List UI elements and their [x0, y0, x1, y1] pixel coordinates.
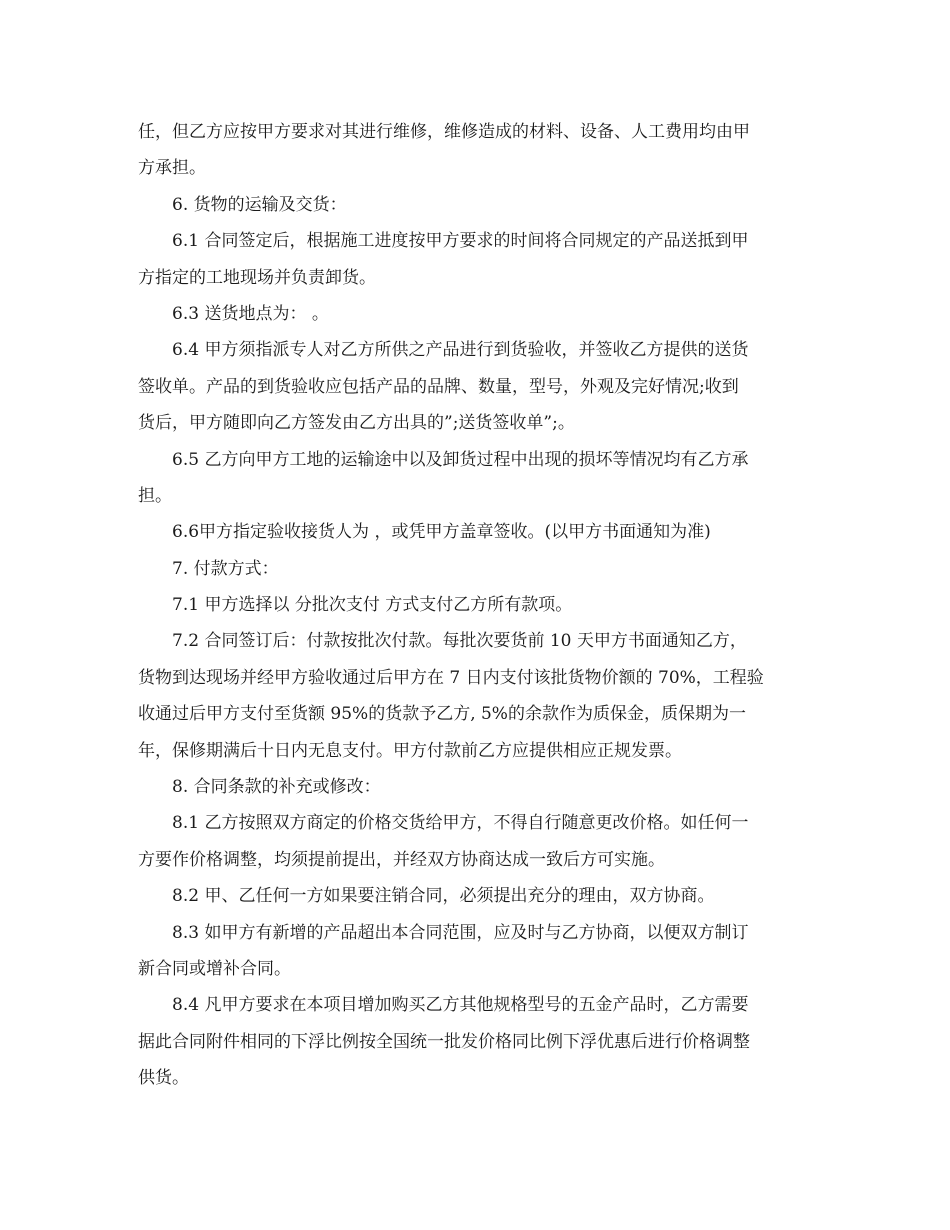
text-line: 担。	[138, 485, 172, 506]
clause-line: 6.1 合同签定后，根据施工进度按甲方要求的时间将合同规定的产品送抵到甲	[172, 231, 749, 252]
text-line: 任，但乙方应按甲方要求对其进行维修，维修造成的材料、设备、人工费用均由甲	[138, 122, 750, 142]
clause-line: 8.3 如甲方有新增的产品超出本合同范围，应及时与乙方协商，以便双方制订	[172, 922, 749, 943]
text-line: 收通过后甲方支付至货额 95%的货款予乙方, 5%的余款作为质保金，质保期为一	[138, 704, 746, 725]
section-heading: 6. 货物的运输及交货：	[172, 194, 347, 215]
clause-line: 8.4 凡甲方要求在本项目增加购买乙方其他规格型号的五金产品时，乙方需要	[172, 995, 749, 1016]
clause-line: 6.5 乙方向甲方工地的运输途中以及卸货过程中出现的损坏等情况均有乙方承	[172, 449, 749, 470]
text-line: 方要作价格调整，均须提前提出，并经双方协商达成一致后方可实施。	[138, 849, 665, 870]
text-line: 新合同或增补合同。	[138, 958, 291, 979]
clause-line: 6.4 甲方须指派专人对乙方所供之产品进行到货验收，并签收乙方提供的送货	[172, 340, 749, 361]
clause-line: 8.2 甲、乙任何一方如果要注销合同，必须提出充分的理由，双方协商。	[172, 886, 715, 907]
text-line: 货后，甲方随即向乙方签发由乙方出具的”;送货签收单”;。	[138, 413, 575, 434]
section-heading: 7. 付款方式：	[172, 558, 279, 579]
text-line: 方承担。	[138, 158, 206, 179]
clause-line: 7.2 合同签订后：付款按批次付款。每批次要货前 10 天甲方书面通知乙方，	[172, 631, 747, 652]
text-line: 签收单。产品的到货验收应包括产品的品牌、数量，型号，外观及完好情况;收到	[138, 376, 739, 397]
clause-line: 8.1 乙方按照双方商定的价格交货给甲方，不得自行随意更改价格。如任何一	[172, 813, 749, 834]
clause-line: 6.3 送货地点为： 。	[172, 303, 329, 324]
text-line: 方指定的工地现场并负责卸货。	[138, 267, 376, 288]
text-line: 货物到达现场并经甲方验收通过后甲方在 7 日内支付该批货物价额的 70%，工程验	[138, 667, 764, 688]
text-line: 据此合同附件相同的下浮比例按全国统一批发价格同比例下浮优惠后进行价格调整	[138, 1031, 750, 1052]
text-line: 年，保修期满后十日内无息支付。甲方付款前乙方应提供相应正规发票。	[138, 740, 682, 761]
clause-line: 7.1 甲方选择以 分批次支付 方式支付乙方所有款项。	[172, 595, 573, 616]
text-line: 供货。	[138, 1068, 189, 1089]
clause-line: 6.6甲方指定验收接货人为 ，或凭甲方盖章签收。(以甲方书面通知为准)	[172, 522, 711, 543]
section-heading: 8. 合同条款的补充或修改：	[172, 777, 381, 798]
contract-page	[138, 114, 812, 1097]
